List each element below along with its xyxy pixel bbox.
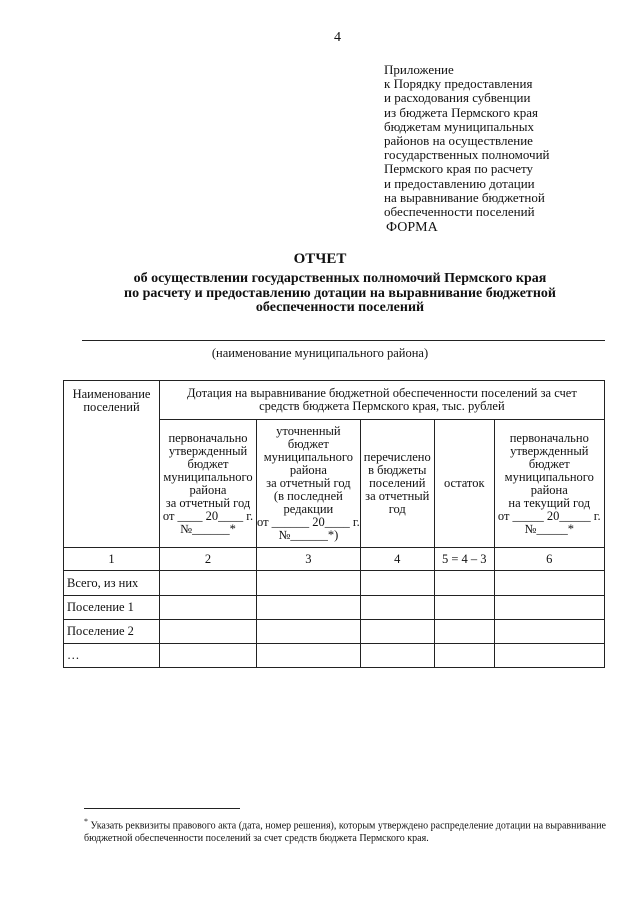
table-cell xyxy=(257,571,361,596)
report-table xyxy=(63,380,605,668)
district-caption: (наименование муниципального района) xyxy=(211,346,429,360)
table-cell xyxy=(160,596,257,620)
header-initial-budget: первоначально утвержденный бюджет муниципального района за отчетный год от ____ 20____ г. №______* xyxy=(160,420,257,548)
appendix-line: обеспеченности поселений xyxy=(384,204,535,220)
table-cell xyxy=(434,620,494,644)
header-remainder: остаток xyxy=(434,420,494,548)
table-cell xyxy=(257,644,361,668)
table-row xyxy=(64,620,605,644)
header-current-year-budget: первоначально утвержденный бюджет муниципального района на текущий год от _____ 20_____ г. №_____* xyxy=(494,420,604,548)
appendix-line: из бюджета Пермского края xyxy=(384,104,539,120)
table-cell xyxy=(160,644,257,668)
subtitle-line: об осуществлении государственных полномочий Пермского края xyxy=(133,271,547,286)
row-label: Поселение 2 xyxy=(64,620,160,644)
table-cell xyxy=(434,596,494,620)
table-cell xyxy=(434,644,494,668)
header-transferred: перечислено в бюджеты поселений за отчетный год xyxy=(360,420,434,548)
footnote-text: Указать реквизиты правового акта (дата, номер решения), которым утверждено распределение дотации на выравнивание бюджетной обеспеченности поселений за счет средств бюджета Пермского края. xyxy=(84,820,606,845)
row-label: Поселение 1 xyxy=(64,596,160,620)
table-row xyxy=(64,644,605,668)
appendix-line: районов на осуществление xyxy=(384,133,533,149)
table-cell xyxy=(360,644,434,668)
appendix-line: и предоставлению дотации xyxy=(384,175,535,191)
appendix-line: к Порядку предоставления xyxy=(384,76,533,92)
appendix-line: государственных полномочий xyxy=(384,147,550,163)
district-name-line xyxy=(82,340,605,341)
table-cell xyxy=(160,620,257,644)
subtitle-line: по расчету и предоставлению дотации на выравнивание бюджетной xyxy=(124,285,556,301)
appendix-line: и расходования субвенции xyxy=(384,90,531,106)
table-cell xyxy=(160,571,257,596)
column-number: 2 xyxy=(160,548,257,571)
header-settlements: Наименование поселений xyxy=(64,381,160,548)
row-label: … xyxy=(64,644,160,668)
table-cell xyxy=(360,596,434,620)
appendix-line: Пермского края по расчету xyxy=(384,161,533,177)
header-revised-budget: уточненный бюджет муниципального района за отчетный год (в последней редакции от ______ 20____ г. №______*) xyxy=(257,420,361,548)
footnote xyxy=(84,815,614,845)
header-subsidy-group: Дотация на выравнивание бюджетной обеспеченности поселений за счет средств бюджета Пермского края, тыс. рублей xyxy=(160,381,605,420)
column-number-row xyxy=(64,548,605,571)
table-cell xyxy=(494,644,604,668)
row-label: Всего, из них xyxy=(64,571,160,596)
column-number: 3 xyxy=(257,548,361,571)
footnote-mark: * xyxy=(84,817,88,826)
table-cell xyxy=(360,571,434,596)
appendix-block xyxy=(384,63,624,219)
form-label: ФОРМА xyxy=(386,220,438,235)
appendix-line: на выравнивание бюджетной xyxy=(384,189,545,205)
footnote-separator xyxy=(84,808,240,809)
appendix-line: бюджетам муниципальных xyxy=(384,118,534,134)
table-cell xyxy=(360,620,434,644)
page-number: 4 xyxy=(334,30,341,45)
table-cell xyxy=(257,620,361,644)
table-cell xyxy=(434,571,494,596)
column-number: 6 xyxy=(494,548,604,571)
column-number: 4 xyxy=(360,548,434,571)
column-number: 5 = 4 – 3 xyxy=(434,548,494,571)
column-number: 1 xyxy=(64,548,160,571)
table-row xyxy=(64,596,605,620)
table-cell xyxy=(494,596,604,620)
table-cell xyxy=(494,620,604,644)
report-title: ОТЧЕТ xyxy=(293,251,347,267)
table-cell xyxy=(257,596,361,620)
appendix-line: Приложение xyxy=(384,62,454,77)
subtitle-line: обеспеченности поселений xyxy=(255,300,425,315)
table-row xyxy=(64,571,605,596)
report-subtitle xyxy=(60,272,620,316)
table-cell xyxy=(494,571,604,596)
